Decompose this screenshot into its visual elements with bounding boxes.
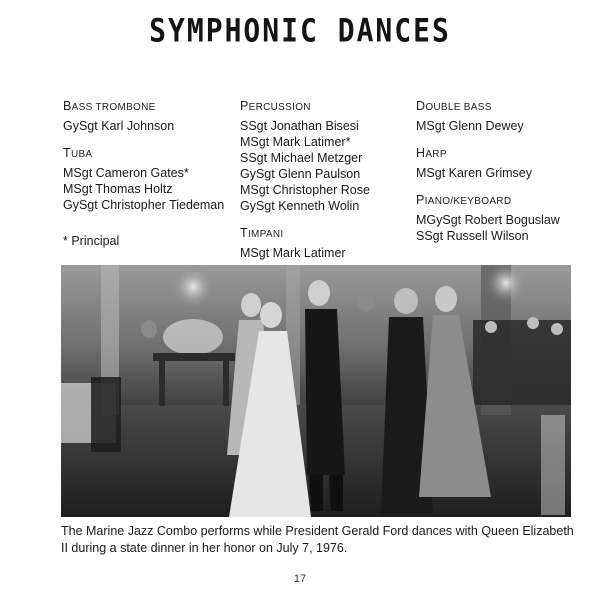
section-percussion — [240, 98, 370, 214]
section-heading: PERCUSSION — [240, 99, 311, 113]
musician-name: SSgt Michael Metzger — [240, 151, 363, 165]
section-piano-keyboard — [416, 192, 560, 244]
section-heading: BASS TROMBONE — [63, 99, 156, 113]
musician-name: MGySgt Robert Boguslaw — [416, 213, 560, 227]
musician-name: GySgt Karl Johnson — [63, 119, 175, 133]
musician-name: MSgt Christopher Rose — [240, 183, 370, 197]
page-number: 17 — [293, 573, 307, 585]
section-heading: TUBA — [63, 146, 93, 160]
musician-name: MSgt Glenn Dewey — [416, 119, 524, 133]
musician-name: MSgt Karen Grimsey — [416, 166, 533, 180]
section-harp — [416, 145, 560, 181]
roster-column-1 — [63, 98, 224, 249]
principal-footnote: * Principal — [63, 234, 120, 248]
roster-column-2 — [240, 98, 370, 272]
musician-name: GySgt Glenn Paulson — [240, 167, 361, 181]
section-tuba — [63, 145, 224, 213]
musician-name: MSgt Mark Latimer — [240, 246, 346, 260]
musician-name: MSgt Cameron Gates* — [63, 166, 189, 180]
roster-column-3 — [416, 98, 560, 255]
musician-name: MSgt Thomas Holtz — [63, 182, 173, 196]
section-bass-trombone — [63, 98, 224, 134]
state-dinner-photo — [61, 265, 571, 517]
section-heading: HARP — [416, 146, 447, 160]
photo-caption: The Marine Jazz Combo performs while President Gerald Ford dances with Queen Elizabeth II during a state dinner in her honor on July 7, 1976. — [61, 524, 574, 555]
section-double-bass — [416, 98, 560, 134]
musician-name: MSgt Mark Latimer* — [240, 135, 351, 149]
section-heading: PIANO/KEYBOARD — [416, 193, 512, 207]
musician-name: SSgt Russell Wilson — [416, 229, 529, 243]
section-timpani — [240, 225, 370, 261]
musician-name: SSgt Jonathan Bisesi — [240, 119, 359, 133]
musician-name: GySgt Christopher Tiedeman — [63, 198, 225, 212]
page-title: SYMPHONIC DANCES — [149, 11, 451, 50]
section-heading: DOUBLE BASS — [416, 99, 492, 113]
section-heading: TIMPANI — [240, 226, 284, 240]
musician-name: GySgt Kenneth Wolin — [240, 199, 360, 213]
